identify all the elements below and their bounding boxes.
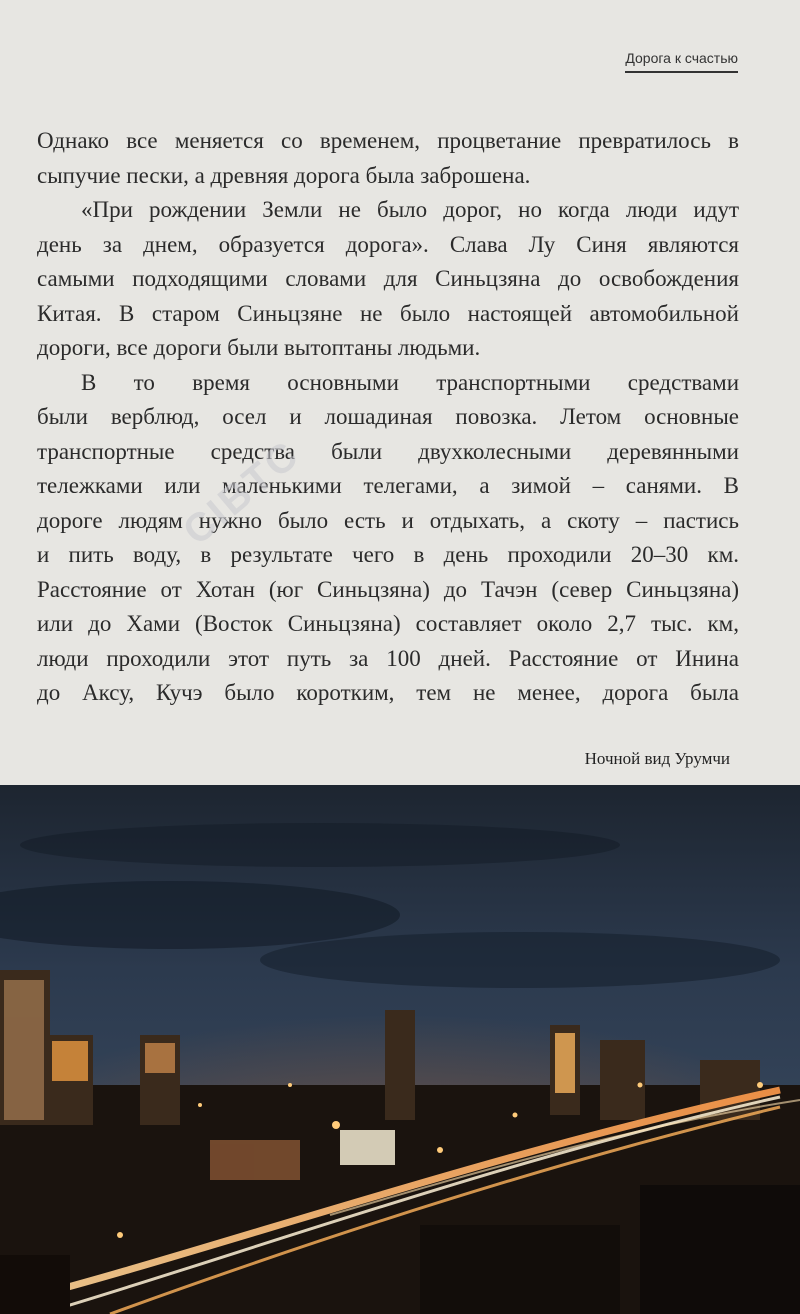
text-line: Однако все меняется со временем, процветание превратилось в: [37, 128, 739, 153]
text-line: самыми подходящими словами для Синьцзяна до освобождения: [37, 266, 739, 291]
text-line: сыпучие пески, а древняя дорога была заброшена.: [37, 162, 531, 188]
photo-caption: Ночной вид Урумчи: [584, 749, 730, 768]
cibtc-watermark: CIBTC: [175, 431, 309, 554]
text-line: Китая. В старом Синьцзяне не было настоящей автомобильной: [37, 300, 739, 326]
paragraph-2: [37, 193, 739, 366]
text-line: или до Хами (Восток Синьцзяна) составляет около 2,7 тыс. км,: [37, 611, 739, 636]
body-text: [37, 124, 739, 711]
city-night-photo: [0, 785, 800, 1314]
header-underline: [625, 71, 738, 73]
text-line: транспортные средства были двухколесными деревянными: [37, 438, 739, 464]
running-header: [625, 50, 738, 66]
text-line: и пить воду, в результате чего в день проходили 20–30 км.: [37, 542, 739, 567]
text-line: дороге людям нужно было есть и отдыхать, а скоту – пастись: [37, 507, 739, 533]
text-line: «При рождении Земли не было дорог, но когда люди идут: [81, 197, 739, 222]
paragraph-1: [37, 124, 739, 193]
text-line: день за днем, образуется дорога». Слава Лу Синя являются: [37, 231, 739, 257]
text-line: В то время основными транспортными средствами: [81, 369, 739, 395]
text-line: до Аксу, Кучэ было коротким, тем не менее, дорога была: [37, 680, 739, 705]
paragraph-3: [37, 366, 739, 711]
running-header-title: Дорога к счастью: [625, 50, 738, 66]
text-line: дороги, все дороги были вытоптаны людьми.: [37, 335, 481, 360]
text-line: были верблюд, осел и лошадиная повозка. Летом основные: [37, 404, 739, 429]
text-line: тележками или маленькими телегами, а зимой – санями. В: [37, 473, 739, 498]
text-line: Расстояние от Хотан (юг Синьцзяна) до Тачэн (север Синьцзяна): [37, 576, 739, 602]
text-line: люди проходили этот путь за 100 дней. Расстояние от Инина: [37, 645, 739, 671]
